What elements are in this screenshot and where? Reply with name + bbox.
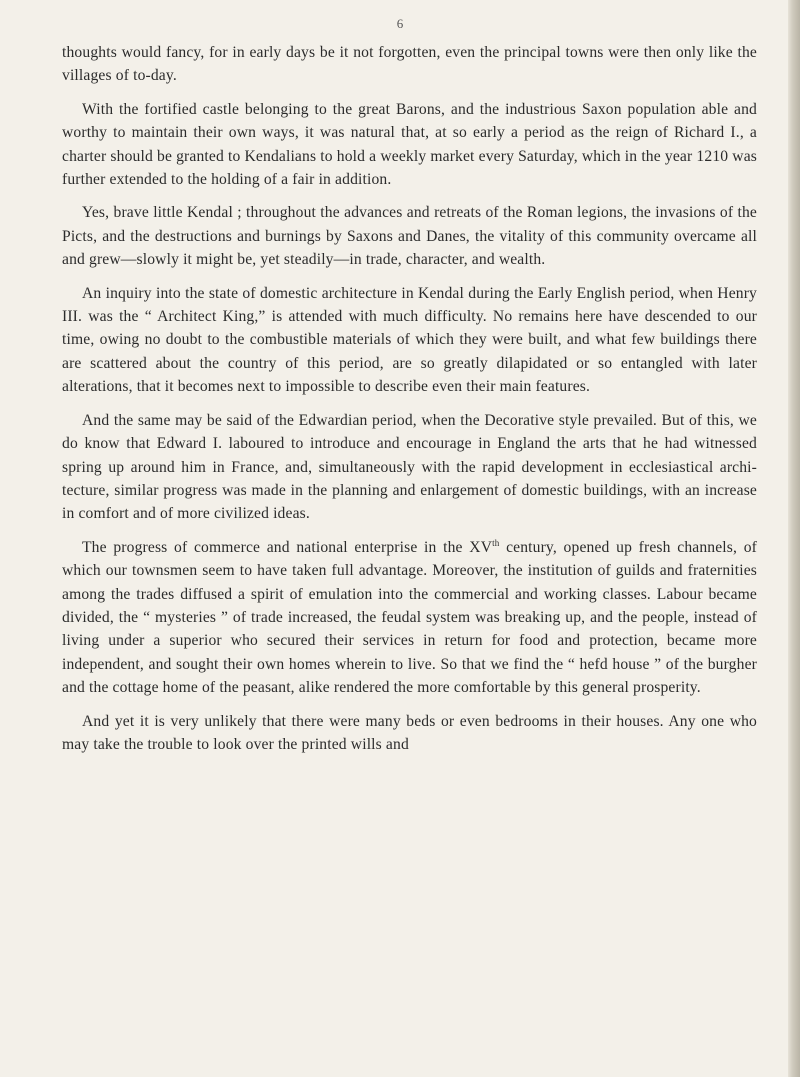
paragraph-text-start: The progress of commerce and national enterprise in the XV: [82, 538, 493, 556]
page-number: 6: [396, 16, 404, 31]
body-text: [62, 41, 757, 766]
paragraph: Yes, brave little Kendal ; throughout the advances and retreats of the Roman legions, the invasions of the Picts, and the destructions and burnings by Saxons and Danes, the vitality of this community overcame all and grew—slowly it might be, yet steadily—in trade, character, and wealth.: [62, 204, 757, 269]
paragraph: With the fortified castle belonging to the great Barons, and the industrious Saxon population able and worthy to maintain their own ways, it was natural that, at so early a period as the reign of Richard I., a charter should be granted to Kendalians to hold a weekly market every Saturday, which in the year 1210 was further extended to the holding of a fair in addition.: [62, 100, 757, 189]
paragraph: [62, 536, 757, 700]
paragraph: And yet it is very unlikely that there were many beds or even bedrooms in their houses. Any one who may take the trouble to look over the printed wills and: [62, 712, 757, 753]
paragraph: An inquiry into the state of domestic architecture in Kendal during the Early English period, when Henry III. was the “ Architect King,” is attended with much difficulty. No remains here have descended to our time, owing no doubt to the combustible materials of which they were built, and what few buildings there are scattered about the country of this period, are so greatly dilapidated or so entangled with later alterations, that it becomes next to impossible to describe even their main features.: [62, 284, 757, 396]
paragraph: And the same may be said of the Edwardian period, when the Decorative style prevailed. But of this, we do know that Edward I. laboured to introduce and encourage in England the arts that he had witnessed spring up around him in France, and, simultaneously with the rapid development in ecclesiastical archi- tecture, similar progress was made in the planning and enlargement of domestic buildings, with an increase in comfort and of more civilized ideas.: [62, 411, 757, 523]
paragraph-text-end: century, opened up fresh channels, of which our townsmen seem to have taken full advantage. Moreover, the institution of guilds and fraternities among the trades diffused a spirit of emulation into the commercial and working classes. Labour became divided, the “ mysteries ” of trade increased, the feudal system was breaking up, and the people, instead of living under a superior who secured their services in return for food and protection, became more independent, and sought their own homes wherein to live. So that we find the “ hefd house ” of the burgher and the cottage home of the peasant, alike rendered the more comfortable by this general prosperity.: [62, 538, 757, 697]
page-edge-shadow: [788, 0, 800, 1077]
ordinal-suffix: th: [492, 537, 500, 548]
paragraph: thoughts would fancy, for in early days be it not forgotten, even the principal towns were then only like the villages of to-day.: [62, 44, 757, 85]
